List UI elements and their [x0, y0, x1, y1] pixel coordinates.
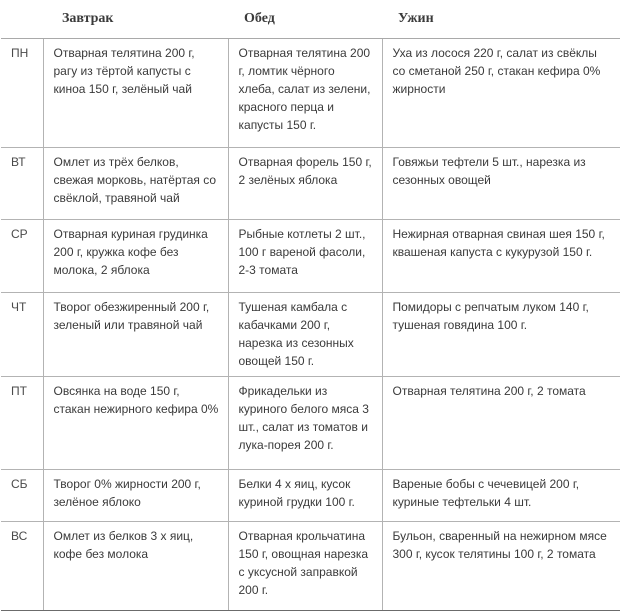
- table-row: [1, 220, 620, 293]
- header-day-cell: [1, 0, 43, 39]
- breakfast-cell: Творог 0% жирности 200 г, зелёное яблоко: [43, 470, 228, 522]
- day-cell: СР: [1, 220, 43, 293]
- lunch-cell: Отварная крольчатина 150 г, овощная нарезка с уксусной заправкой 200 г.: [228, 522, 382, 611]
- day-cell: ПН: [1, 39, 43, 148]
- dinner-cell: Говяжьи тефтели 5 шт., нарезка из сезонных овощей: [382, 148, 620, 220]
- breakfast-cell: Отварная телятина 200 г, рагу из тёртой капусты с киноа 150 г, зелёный чай: [43, 39, 228, 148]
- table-row: [1, 377, 620, 470]
- table-row: [1, 293, 620, 377]
- lunch-cell: Отварная форель 150 г, 2 зелёных яблока: [228, 148, 382, 220]
- day-cell: ВТ: [1, 148, 43, 220]
- lunch-cell: Отварная телятина 200 г, ломтик чёрного хлеба, салат из зелени, красного перца и капусты 150 г.: [228, 39, 382, 148]
- breakfast-cell: Творог обезжиренный 200 г, зеленый или травяной чай: [43, 293, 228, 377]
- header-breakfast: Завтрак: [43, 0, 228, 39]
- dinner-cell: Вареные бобы с чечевицей 200 г, куриные тефтельки 4 шт.: [382, 470, 620, 522]
- table-row: [1, 148, 620, 220]
- dinner-cell: Отварная телятина 200 г, 2 томата: [382, 377, 620, 470]
- breakfast-cell: Овсянка на воде 150 г, стакан нежирного кефира 0%: [43, 377, 228, 470]
- header-row: [1, 0, 620, 39]
- table-row: [1, 522, 620, 611]
- dinner-cell: Уха из лосося 220 г, салат из свёклы со сметаной 250 г, стакан кефира 0% жирности: [382, 39, 620, 148]
- lunch-cell: Тушеная камбала с кабачками 200 г, нарезка из сезонных овощей 150 г.: [228, 293, 382, 377]
- day-cell: ЧТ: [1, 293, 43, 377]
- header-dinner: Ужин: [382, 0, 620, 39]
- dinner-cell: Нежирная отварная свиная шея 150 г, квашеная капуста с кукурузой 150 г.: [382, 220, 620, 293]
- table-row: [1, 39, 620, 148]
- day-cell: СБ: [1, 470, 43, 522]
- lunch-cell: Фрикадельки из куриного белого мяса 3 шт., салат из томатов и лука-порея 200 г.: [228, 377, 382, 470]
- day-cell: ПТ: [1, 377, 43, 470]
- table-row: [1, 470, 620, 522]
- table-header: [1, 0, 620, 39]
- lunch-cell: Белки 4 х яиц, кусок куриной грудки 100 г.: [228, 470, 382, 522]
- header-lunch: Обед: [228, 0, 382, 39]
- dinner-cell: Бульон, сваренный на нежирном мясе 300 г, кусок телятины 100 г, 2 томата: [382, 522, 620, 611]
- breakfast-cell: Отварная куриная грудинка 200 г, кружка кофе без молока, 2 яблока: [43, 220, 228, 293]
- meal-plan-table: [1, 0, 620, 611]
- dinner-cell: Помидоры с репчатым луком 140 г, тушеная говядина 100 г.: [382, 293, 620, 377]
- table-body: [1, 39, 620, 611]
- day-cell: ВС: [1, 522, 43, 611]
- breakfast-cell: Омлет из белков 3 х яиц, кофе без молока: [43, 522, 228, 611]
- breakfast-cell: Омлет из трёх белков, свежая морковь, натёртая со свёклой, травяной чай: [43, 148, 228, 220]
- lunch-cell: Рыбные котлеты 2 шт., 100 г вареной фасоли, 2-3 томата: [228, 220, 382, 293]
